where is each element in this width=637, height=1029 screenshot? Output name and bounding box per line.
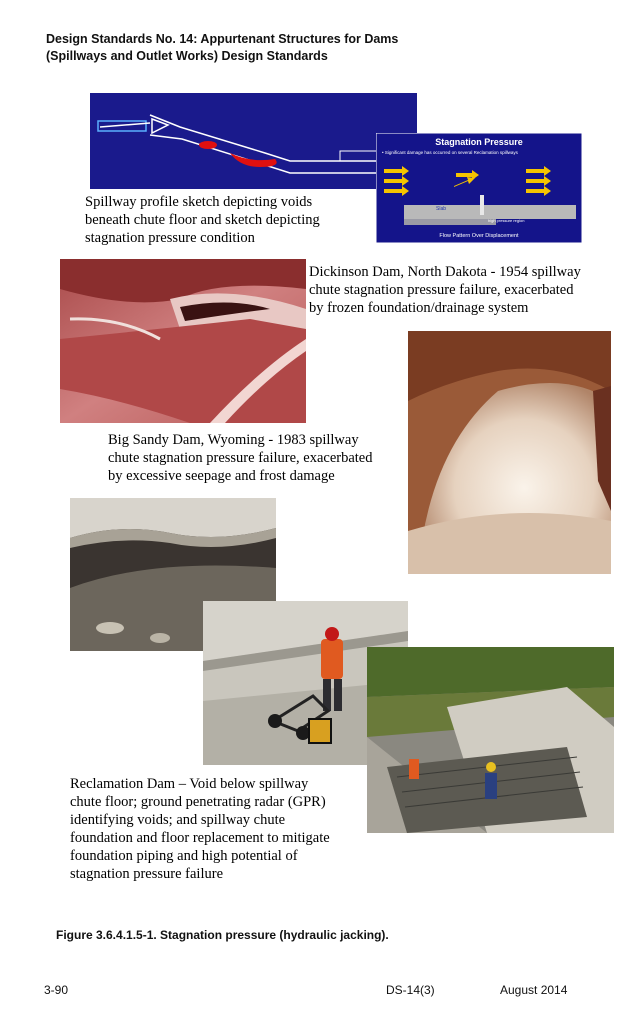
spillway-profile-sketch xyxy=(90,93,417,189)
document-header xyxy=(46,31,398,65)
caption-dickinson-dam xyxy=(309,263,581,317)
footer-doc-id: DS-14(3) xyxy=(386,983,435,997)
caption-line: Dickinson Dam, North Dakota - 1954 spillway xyxy=(309,264,581,280)
caption-line: identifying voids; and spillway chute xyxy=(70,812,286,828)
caption-big-sandy-dam xyxy=(108,431,373,485)
slide-caption: Flow Pattern Over Displacement xyxy=(439,233,519,239)
slide-region-label: high pressure region xyxy=(488,218,525,223)
header-line-1: Design Standards No. 14: Appurtenant Structures for Dams xyxy=(46,32,399,46)
big-sandy-dam-photo xyxy=(408,331,611,574)
caption-line: by frozen foundation/drainage system xyxy=(309,300,529,316)
slide-bullet: • Significant damage has occurred on several Reclamation spillways xyxy=(382,150,518,155)
caption-line: chute stagnation pressure failure, exacerbated xyxy=(309,282,574,298)
caption-line: stagnation pressure condition xyxy=(85,230,255,246)
stagnation-pressure-slide xyxy=(376,133,582,243)
footer-date: August 2014 xyxy=(500,983,568,997)
dickinson-dam-photo xyxy=(60,259,306,423)
caption-line: Spillway profile sketch depicting voids xyxy=(85,194,313,210)
footer-page-number: 3-90 xyxy=(44,983,69,997)
caption-line: Reclamation Dam – Void below spillway xyxy=(70,776,309,792)
caption-line: beneath chute floor and sketch depicting xyxy=(85,212,320,228)
caption-spillway-profile xyxy=(85,193,320,247)
caption-reclamation-dam xyxy=(70,775,330,883)
slide-slab-label: Slab xyxy=(436,206,447,212)
figure-caption: Figure 3.6.4.1.5-1. Stagnation pressure (hydraulic jacking). xyxy=(56,928,389,942)
caption-line: Big Sandy Dam, Wyoming - 1983 spillway xyxy=(108,432,359,448)
caption-line: stagnation pressure failure xyxy=(70,866,224,882)
header-line-2: (Spillways and Outlet Works) Design Standards xyxy=(46,49,328,63)
slide-title: Stagnation Pressure xyxy=(435,137,523,147)
caption-line: foundation piping and high potential of xyxy=(70,848,298,864)
chute-floor-replacement-photo xyxy=(367,647,614,833)
caption-line: foundation and floor replacement to mitigate xyxy=(70,830,330,846)
caption-line: chute stagnation pressure failure, exacerbated xyxy=(108,450,373,466)
caption-line: chute floor; ground penetrating radar (GPR) xyxy=(70,794,326,810)
caption-line: by excessive seepage and frost damage xyxy=(108,468,335,484)
